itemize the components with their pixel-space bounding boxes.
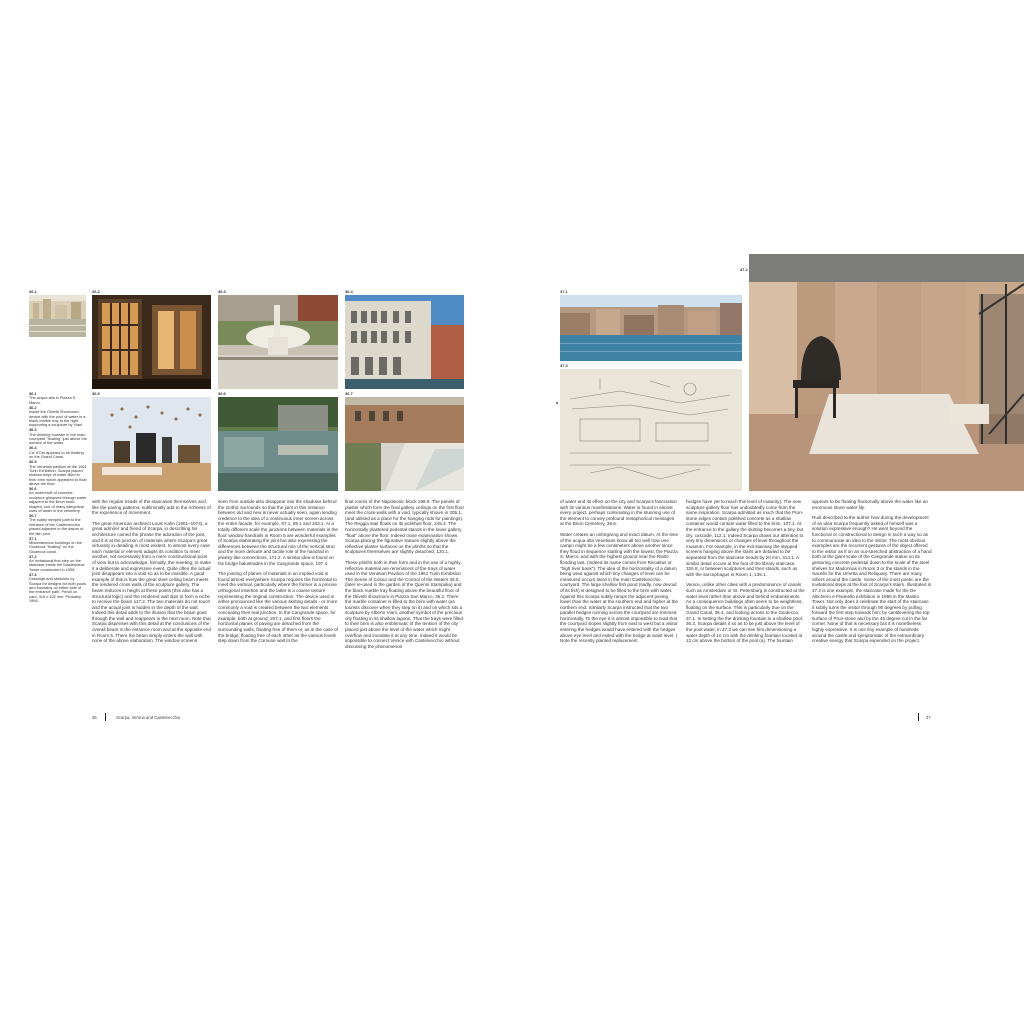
figure-label: 36.1 [29,289,37,294]
figure-label: 36.4 [345,289,353,294]
figure-label: 36.6 [218,391,226,396]
figure-label: 36.2 [92,289,100,294]
figure-venetian-pavilion [92,397,211,491]
figure-castelvecchio-path [345,397,464,491]
caption: 36.4 Ca' d'Oro appears to be floating on the Grand Canal. [29,445,84,460]
figure-giudecca [560,295,742,361]
caption: 36.1 The acqua alta in Piazza S. Marco. [29,391,77,405]
book-spread [0,250,1024,730]
caption: 37.3 Drawings and sketches by Scarpa for designs for both pools and fountains on either side of the entrance path. Pencil on card, 316 x 432 mm. Probably 1964. [29,571,87,604]
figure-label: 36.7 [345,391,353,396]
figure-label: 37.2 [740,267,748,272]
caption: 36.2 Inside the Olivetti Showroom: device with the pool of water in a black marble tray to the right supporting a sculpture by Viani. [29,404,86,428]
running-title: Scarpa, Verona and Castelvecchio [116,715,181,720]
figure-drinking-fountain [218,295,338,389]
text-column: final rooms of the Napoleonic block 199.5. The panels of plaster which form the final gallery ceilings on the first floor meet the cross-walls with a void, typically shown in 305.1, (and utilised as a place for the hanging rods for paintings). The Reggia stair floats on its polished floor, 245.3. The horizontally plastered pedestal stands in the lower gallery "float" above the floor. Indeed close examination shows Scarpa placing the figurative statues slightly above the reflective plaster surfaces on the plinths so that the sculptures themselves are slightly detached, 120.1. These plinths both in their form and in the use of a highly reflective material are reminiscent of the trays of water used in the Venetian Pavilion of the 1961 Turin Exhibition The Sense of Colour and the Control of the Waters 36.5, (later re-used in the garden of the Querini Stampalia) and the black marble tray floating above the beautiful floor of the Olivetti showroom in Piazza San Marco, 36.2. There the marble container is filled to the brim with water (as tourists discover when they step on it) and on which sits a sculpture by Alberto Viani, another symbol of the precious city floating in its shallow lagoon. That the trays were filled to their brim is also emblematic of the tension of the city placed just above the level of the water which might overflow and inundate it at any time. Indeed it would be impossible to connect Venice with Castelvecchio without discussing the phenomenon [345,499,464,649]
caption: 36.7 The subtly ramped path to the entrance of the Castelvecchio placed adjacent to the datum of the fish pool. [29,512,84,536]
text-column: of water and its effect on the city and Scarpa's fascination with its various manifestations. Water is found in almost every project, perhaps culminating in the stunning use of the element to convey profound metaphorical messages at the Brion Cemetery, 36.6. Water creates an unforgiving and exact datum. At the time of the acqua alta Venetians know all too well how one campo might be a few centimeters above another since they flood in sequence starting with the lowest, the Piazza S. Marco, and with the highest ground near the Rialto flooding last, (indeed its name comes from Rivoaltus or "high river bank"). The idea of the horizontality of a datum being used against which tiny changes of level can be measured occurs twice in the main Castelvecchio courtyard. The large shallow fish pond (sadly, now devoid of its fish) is designed to be filled to the brim with water. Against this Scarpa subtly ramps the adjacent paving lower than the water at the southern end and higher at the northern end. Similarly Scarpa instructed that the two parallel hedges running across the courtyard are trimmed horizontally. To the eye it is almost impossible to read that the courtyard slopes slightly from east to west but a visitor entering the hedges would have entered with the hedges above eye level and exited with the hedge at waist level. ( Note the recently planted replacement [560,499,679,644]
figure-label: 36.3 [218,289,226,294]
caption: 36.6 An undercroft of concrete sculpture glimpsed through water adjacent to the Brion tomb-shaped, one of many allegorical uses of water in the cemetery. [29,486,87,514]
figure-label: 36.5 [92,391,100,396]
figure-ca-doro [345,295,464,389]
footer-rule [918,713,919,721]
caption-list [29,392,87,604]
footer-rule [105,713,106,721]
figure-scarpa-drawings [560,369,742,491]
gutter-mark [556,402,558,404]
caption: 37.1 Miscellaneous buildings on the Giudecca "floating" on the Giudecca canal. [29,535,82,554]
caption: 37.2 An invitational first step on the staircase inside the Masterpiece Tower constructed in 1958. [29,553,85,572]
text-column: seen from outside also disappear into the shadows behind the Gothic surrounds so that the joint in this instance between old and new is never actually seen, again lending credence to the idea of a continuous inner screen across the entire facade, for example, 67.1, 69.1 and 163.1. At a totally different scale the junctions between materials in the floor window handrails in Room 5 are wonderful examples of Scarpa elaborating the joint but also expressing the differences between the structural role of the vertical strut and the more delicate and tactile role of the handrail in jewelry-like connections, 171.2. A similar idea is found on his bridge balustrades in the Cangrande space, 197.4. The jointing of planes of materials in an implied void is found almost everywhere Scarpa requires the horizontal to meet the vertical, particularly where the former is a precise orthogonal insertion and the latter is a coarse texture representing the original construction. The device used is either pronounced like the various skirting details - or more commonly a void is created between the two elements concealing their real junction. In the Cangrande space, for example, both at ground, 207.1, and first floors the horizontal planes of paving are detached from the surrounding walls, floating free of them or, as in the case of the bridge, floating free of each other as the various levels step down from the Comune wall to the [218,499,339,644]
figure-olivetti-showroom [92,295,211,389]
text-column: with the regular treads of the staircases themselves and, like the paving patterns, subliminally add to the richness of the experience of movement. The great American architect Louis Kahn (1901–1974), a great admirer and friend of Scarpa, in describing his architecture coined the phrase the adoration of the joint, and it is at the junction of materials where Scarpa's great virtuosity in detailing is most evident. In almost every case each material or element adapts its condition to meet another, not necessarily from a mere constructional point of view but to acknowledge, formally, the meeting; to make it a deliberate and expressive event. Quite often the actual joint disappears into a void so as to be invisible. A good example of this is how the great steel ceiling beam meets the rendered cross walls of the sculpture gallery. The beam reduces in height at these points (this also has a structural logic) and the rendered wall dips to form a niche to receive the beam 117.2. The two materials do not touch and the actual joint is hidden in the depth of the wall. Indeed this detail adds to the illusion that the beam goes through the wall and reappears in the next room. Note that Scarpa dispenses with this detail at the conclusions of the overall beam in the entrance room and at the opposite end in Room 5. There the beam simply enters the wall with none of the above elaboration. The window screens [92,499,212,644]
figure-label: 37.1 [560,289,568,294]
figure-staircase-step [749,254,1024,491]
text-column: appears to be floating fractionally above the water like an enormous stone water lily. Rudi described to the author how during the development of an idea Scarpa frequently asked of himself was a solution expressive enough? He went beyond the functional or constructional to design in such a way so as to communicate an idea to the visitor. The most obvious examples are the recurrent gestures of the object offered to the visitor as if on an out-stretched abstraction of a hand both at the giant scale of the Cangrande statue on its gesturing concrete pedestal down to the scale of the steel shelves for Madonnas in Room 3 or the stands in the Sacello for the Urnetta and Reliquary. There are many others around the castle. Some of the most poetic are the invitational steps at the foot of Scarpa's stairs. Illustrated in 37.2 is one example, the staircase made for the De Altichiero e Pisanello exhibition in 1958 in the Mastio Tower. Not only does it celebrate the start of the staircase it subtly turns the visitor through 90 degrees by pulling forward the first step towards him; by cantilevering the top surface of Prun-stone and by the 45 degree cut in the far corner. None of that is necessary but it is nonetheless highly expressive. It is one tiny example of hundreds around the castle and symptomatic of the extraordinary creative energy that Scarpa expended on the project. [812,499,932,644]
page-number: 37 [926,715,931,720]
page-number: 36 [92,715,97,720]
figure-acqua-alta [29,295,86,337]
caption: 36.5 The Venetian pavilion at the 1961 Turin Exhibition. Scarpa placed shallow trays of water filled to their brim which appeared to float above the floor. [29,459,87,487]
text-column: hedges have yet to reach this level of maturity). The new sculpture gallery floor has undoubtedly come from the same inspiration. Scarpa admitted as much that the Prun-stone edges contain polished concrete as a shallow container would contain water filled to the brim, 107.1. At the entrance to the gallery the skirting becomes a tiny, but dry, cascade, 112.1. Indeed Scarpa draws our attention to very tiny dimensions or changes of level throughout the museum. For example, in the exit stairway the stepped screens hanging above the stairs are detailed to be separated from the staircase treads by 20 mm, 313.1. A similar detail occurs at the foot of the library staircase, 326.8, or between sculptures and their stands, such as with the sarcophagus in Room 1, 135.1. Venice, unlike other cities with a predominance of canals such as Amsterdam or St. Petersburg is constructed at the water level rather than above and behind embankments. As a consequence buildings often seem to be weightless, floating on the surface. This is particularly true on the Grand Canal, 36.4, and looking across to the Giudecca, 37.1. In setting the the drinking fountain in a shallow pool, 36.3, Scarpa details it so as to be just above the level of the pool water, in 37.3 we can see him dimensioning a water depth of 10 cm with the drinking fountain located at 12 cm above the bottom of the pool (a). The fountain [686,499,805,644]
caption: 36.3 The drinking fountain in the main courtyard "floating" just above the surface of the water. [29,427,87,446]
figure-label: 37.3 [560,363,568,368]
figure-brion-water [218,397,338,491]
